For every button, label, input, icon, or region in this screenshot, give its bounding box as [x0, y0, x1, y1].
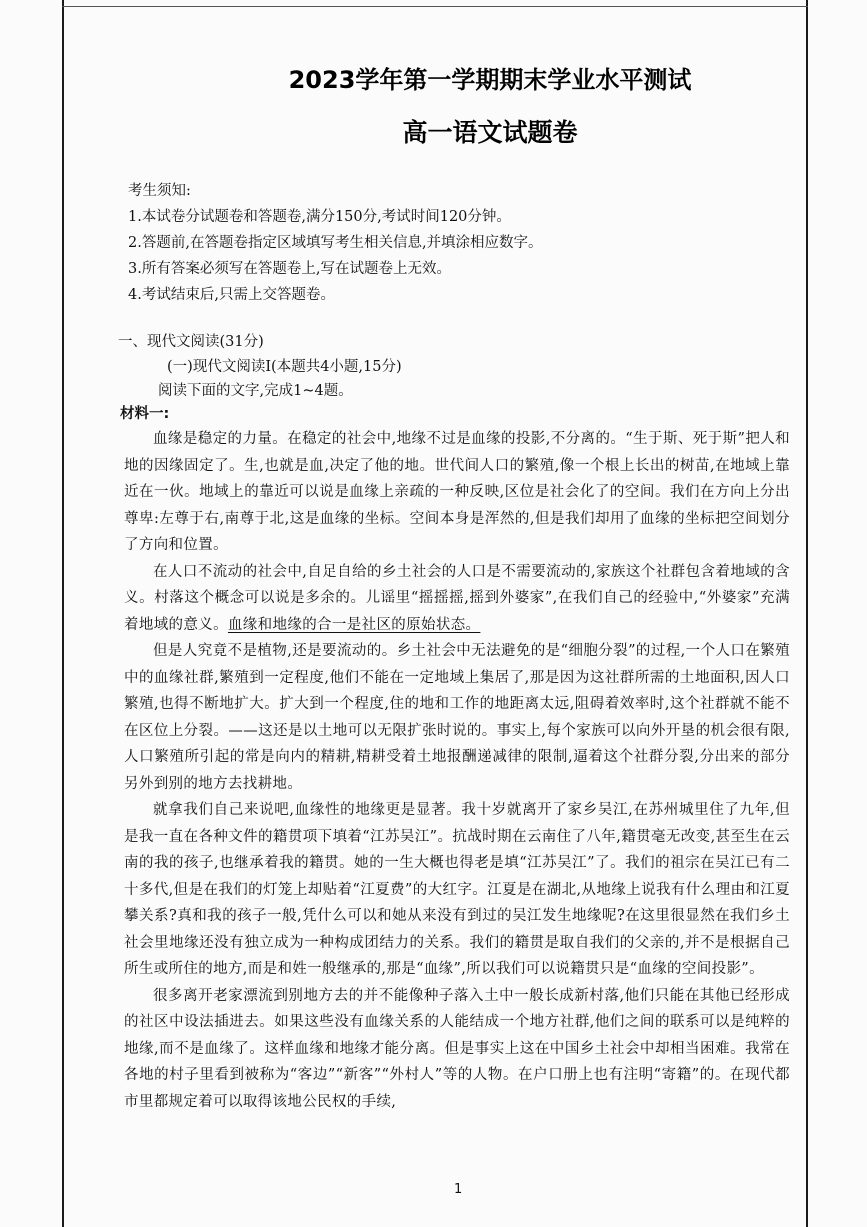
section-title: 一、现代文阅读(31分)	[118, 334, 264, 350]
candidate-notice	[128, 178, 543, 308]
notice-item: 4.考试结束后,只需上交答题卷。	[128, 287, 335, 303]
page-number: 1	[454, 1182, 463, 1197]
scan-border-top	[62, 6, 808, 7]
material-label: 材料一:	[120, 406, 170, 422]
reading-passage	[124, 426, 790, 1115]
exam-subtitle: 高一语文试题卷	[402, 118, 578, 147]
passage-paragraph: 很多离开老家漂流到别地方去的并不能像种子落入土中一般长成新村落,他们只能在其他已经形成的社区中设法插进去。如果这些没有血缘关系的人能结成一个地方社群,他们之间的联系可以是纯粹的地缘,而不是血缘了。这样血缘和地缘才能分离。但是事实上这在中国乡土社会中却相当困难。我常在各地的村子里看到被称为“客边”“新客”“外村人”等的人物。在户口册上也有注明“寄籍”的。在现代都市里都规定着可以取得该地公民权的手续,	[124, 987, 790, 1110]
passage-paragraph	[124, 559, 790, 639]
underlined-sentence: 血缘和地缘的合一是社区的原始状态。	[227, 616, 481, 633]
notice-item: 1.本试卷分试题卷和答题卷,满分150分,考试时间120分钟。	[128, 209, 511, 225]
passage-paragraph: 血缘是稳定的力量。在稳定的社会中,地缘不过是血缘的投影,不分离的。“生于斯、死于斯”把人和地的因缘固定了。生,也就是血,决定了他的地。世代间人口的繁殖,像一个根上长出的树苗,在地域上靠近在一伙。地域上的靠近可以说是血缘上亲疏的一种反映,区位是社会化了的空间。我们在方向上分出尊卑:左尊于右,南尊于北,这是血缘的坐标。空间本身是浑然的,但是我们却用了血缘的坐标把空间划分了方向和位置。	[124, 431, 790, 553]
passage-paragraph: 就拿我们自己来说吧,血缘性的地缘更是显著。我十岁就离开了家乡吴江,在苏州城里住了九年,但是我一直在各种文件的籍贯项下填着“江苏吴江”。抗战时期在云南住了八年,籍贯毫无改变,甚至生在云南的我的孩子,也继承着我的籍贯。她的一生大概也得老是填“江苏吴江”了。我们的祖宗在吴江已有二十多代,但是在我们的灯笼上却贴着“江夏费”的大红字。江夏是在湖北,从地缘上说我有什么理由和江夏攀关系?真和我的孩子一般,凭什么可以和她从来没有到过的吴江发生地缘呢?在这里很显然在我们乡土社会里地缘还没有独立成为一种构成团结力的关系。我们的籍贯是取自我们的父亲的,并不是根据自己所生或所住的地方,而是和姓一般继承的,那是“血缘”,所以我们可以说籍贯只是“血缘的空间投影”。	[124, 802, 790, 977]
paragraph-text: 在人口不流动的社会中,自足自给的乡土社会的人口是不需要流动的,家族这个社群包含着地域的含义。村落这个概念可以说是多余的。儿谣里“摇摇摇,摇到外婆家”,在我们自己的经验中,“外婆家”充满着地域的意义。	[124, 563, 790, 633]
scan-border-right	[806, 0, 808, 1227]
notice-item: 3.所有答案必须写在答题卷上,写在试题卷上无效。	[128, 261, 451, 277]
scan-border-left	[62, 0, 64, 1227]
subsection-title: (一)现代文阅读Ⅰ(本题共4小题,15分)	[167, 359, 402, 375]
reading-instruction: 阅读下面的文字,完成1~4题。	[158, 383, 353, 399]
passage-paragraph: 但是人究竟不是植物,还是要流动的。乡土社会中无法避免的是“细胞分裂”的过程,一个人口在繁殖中的血缘社群,繁殖到一定程度,他们不能在一定地域上集居了,那是因为这社群所需的土地面积,因人口繁殖,也得不断地扩大。扩大到一个程度,住的地和工作的地距离太远,阻碍着效率时,这个社群就不能不在区位上分裂。——这还是以土地可以无限扩张时说的。事实上,每个家族可以向外开垦的机会很有限,人口繁殖所引起的常是向内的精耕,精耕受着土地报酬递减律的限制,逼着这个社群分裂,分出来的部分另外到别的地方去找耕地。	[124, 643, 790, 792]
notice-item: 2.答题前,在答题卷指定区域填写考生相关信息,并填涂相应数字。	[128, 235, 543, 251]
notice-heading: 考生须知:	[128, 183, 191, 199]
exam-title: 2023学年第一学期期末学业水平测试	[288, 66, 692, 94]
